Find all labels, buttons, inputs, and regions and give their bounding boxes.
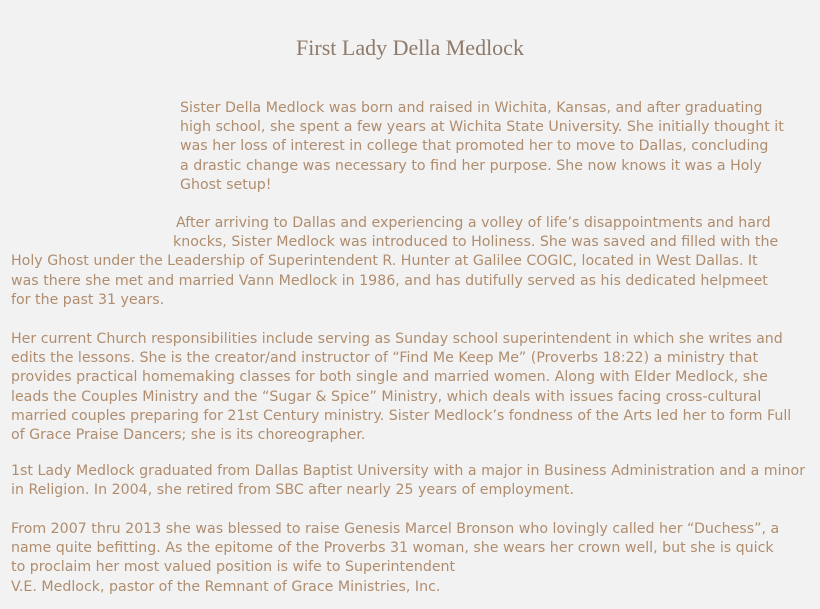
text-line: of Grace Praise Dancers; she is its choreographer.	[11, 427, 366, 444]
text-line: knocks, Sister Medlock was introduced to Holiness. She was saved and filled with the	[173, 234, 779, 251]
text-line: 1st Lady Medlock graduated from Dallas Baptist University with a major in Business Administration and a minor	[11, 463, 806, 479]
text-line: for the past 31 years.	[11, 291, 165, 308]
text-line: leads the Couples Ministry and the “Sugar & Spice” Ministry, which deals with issues facing cross-cultural	[11, 388, 762, 405]
text-line: Holy Ghost under the Leadership of Superintendent R. Hunter at Galilee COGIC, located in West Dallas. It	[11, 253, 758, 270]
text-line: married couples preparing for 21st Century ministry. Sister Medlock’s fondness of the Arts led her to form Full	[11, 407, 792, 424]
text-line: name quite befitting. As the epitome of the Proverbs 31 woman, she wears her crown well, but she is quick	[11, 540, 774, 557]
text-line: V.E. Medlock, pastor of the Remnant of Grace Ministries, Inc.	[11, 578, 441, 595]
page-title: First Lady Della Medlock	[296, 35, 524, 60]
text-line: Her current Church responsibilities include serving as Sunday school superintendent in which she writes and	[11, 331, 783, 347]
paragraph-dallas	[11, 214, 778, 310]
text-line: Ghost setup!	[180, 176, 272, 193]
text-line: From 2007 thru 2013 she was blessed to raise Genesis Marcel Bronson who lovingly called her “Duchess”, a	[11, 521, 780, 537]
text-line: was her loss of interest in college that promoted her to move to Dallas, concluding	[180, 138, 769, 155]
text-line: edits the lessons. She is the creator/and instructor of “Find Me Keep Me” (Proverbs 18:22) a ministry that	[11, 350, 759, 367]
paragraph-family	[11, 520, 779, 597]
text-line: After arriving to Dallas and experiencing a volley of life’s disappointments and hard	[176, 215, 771, 231]
text-line: a drastic change was necessary to find her purpose. She now knows it was a Holy	[180, 157, 762, 174]
paragraph-early-life	[180, 99, 784, 195]
text-line: Sister Della Medlock was born and raised in Wichita, Kansas, and after graduating	[180, 100, 763, 116]
text-line: to proclaim her most valued position is wife to Superintendent	[11, 559, 456, 576]
text-line: was there she met and married Vann Medlock in 1986, and has dutifully served as his dedicated helpmeet	[11, 272, 768, 289]
paragraph-education	[11, 462, 805, 500]
paragraph-church-responsibilities	[11, 330, 791, 445]
text-line: high school, she spent a few years at Wichita State University. She initially thought it	[180, 119, 784, 136]
text-line: in Religion. In 2004, she retired from SBC after nearly 25 years of employment.	[11, 482, 574, 499]
text-line: provides practical homemaking classes for both single and married women. Along with Elder Medlock, she	[11, 369, 768, 386]
